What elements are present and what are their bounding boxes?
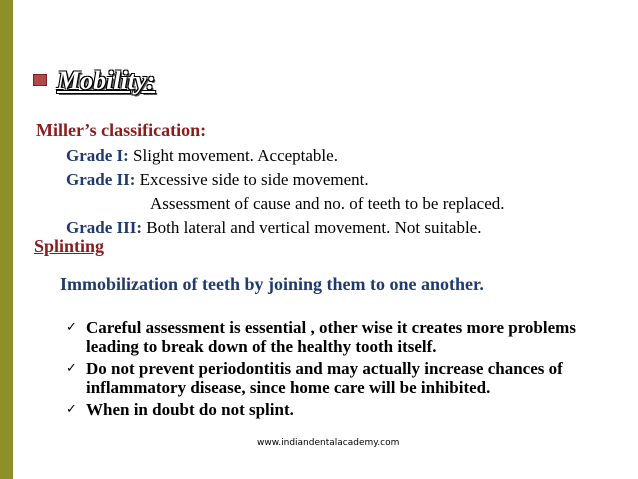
grade-2-text: Excessive side to side movement. xyxy=(135,170,369,189)
grade-2-continuation xyxy=(150,194,505,214)
splinting-heading: Splinting xyxy=(34,236,105,256)
grade-3 xyxy=(66,218,481,238)
footer-url: www.indiandentalacademy.com xyxy=(257,438,400,448)
slide-title: Mobility: xyxy=(57,66,156,95)
check-list xyxy=(66,318,626,422)
miller-heading: Miller’s classification: xyxy=(36,120,207,140)
left-accent-bar xyxy=(0,0,13,479)
grade-2-label: Grade II: xyxy=(66,170,136,189)
check-icon: ✓ xyxy=(66,361,77,376)
grade-3-text: Both lateral and vertical movement. Not suitable. xyxy=(142,218,482,237)
grade-3-label: Grade III: xyxy=(66,218,143,237)
splinting-definition: Immobilization of teeth by joining them to one another. xyxy=(60,274,484,294)
slide xyxy=(13,0,638,479)
list-item-text: Do not prevent periodontitis and may actually increase chances of inflammatory disease, since home care will be inhibited. xyxy=(86,359,563,397)
check-icon: ✓ xyxy=(66,320,77,335)
grade-2-continuation-text: Assessment of cause and no. of teeth to be replaced. xyxy=(150,194,505,213)
bullet-icon xyxy=(33,74,47,86)
list-item xyxy=(66,318,626,356)
grade-2 xyxy=(66,170,369,190)
list-item-text: When in doubt do not splint. xyxy=(86,400,294,419)
grade-1-label: Grade I: xyxy=(66,146,129,165)
grade-1 xyxy=(66,146,338,166)
grade-1-text: Slight movement. Acceptable. xyxy=(128,146,338,165)
list-item xyxy=(66,359,626,397)
check-icon: ✓ xyxy=(66,402,77,417)
list-item-text: Careful assessment is essential , other wise it creates more problems leading to break down of the healthy tooth itself. xyxy=(86,318,576,356)
list-item xyxy=(66,400,626,419)
